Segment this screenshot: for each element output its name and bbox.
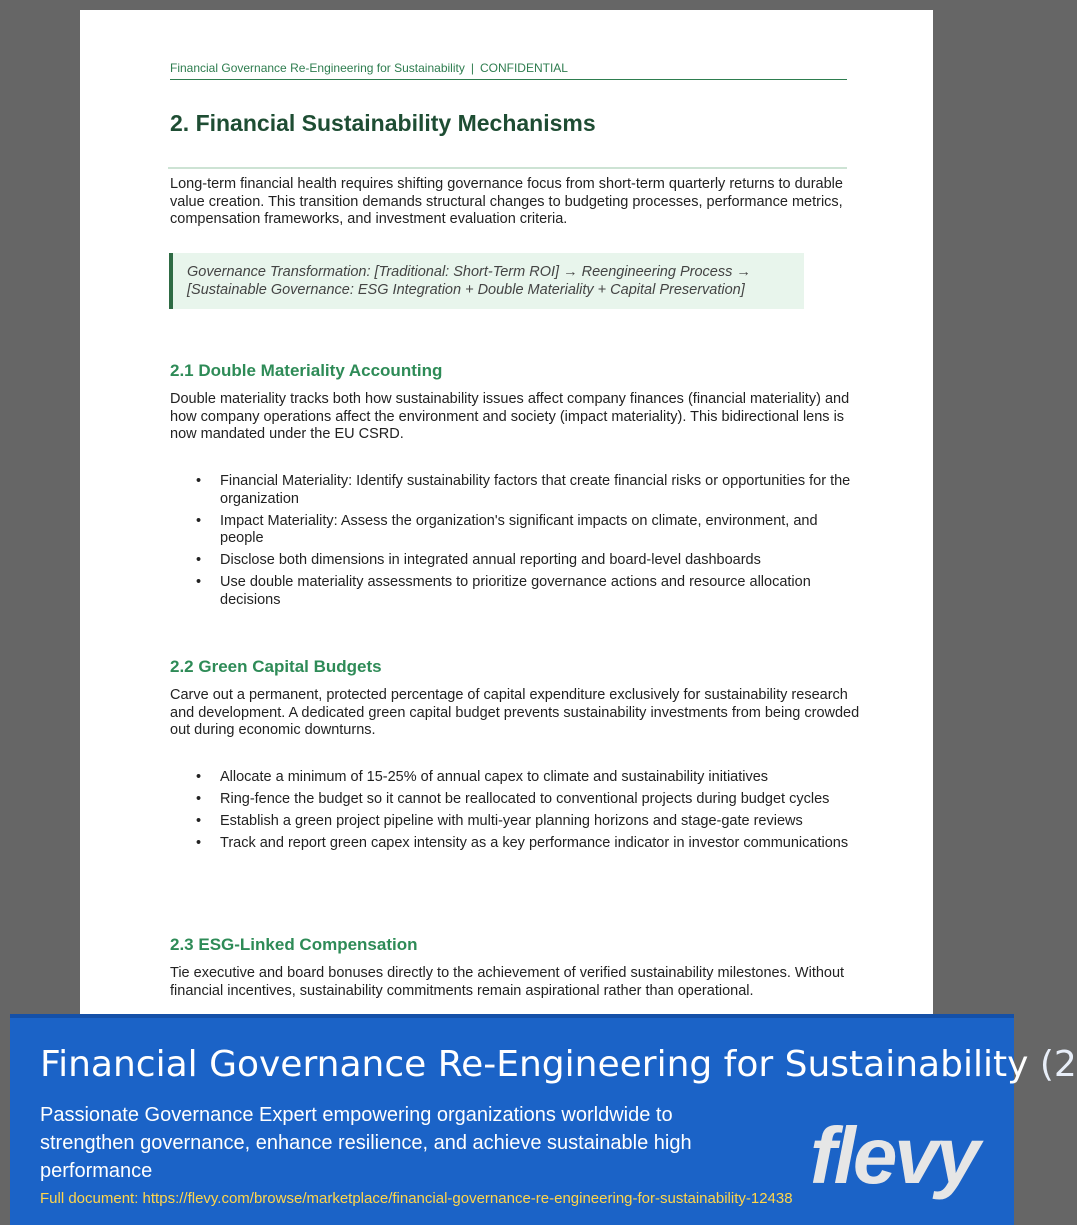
title-divider bbox=[168, 167, 847, 169]
banner-title bbox=[40, 1044, 1077, 1085]
list-item: • Impact Materiality: Assess the organization's significant impacts on climate, environment, and people bbox=[196, 512, 818, 546]
governance-callout: Governance Transformation: [Traditional: Short-Term ROI] → Reengineering Process → [Sustainable Governance: ESG Integration + Double Materiality + Capital Preservation] bbox=[169, 253, 804, 309]
subsection-heading-2-3: 2.3 ESG-Linked Compensation bbox=[170, 935, 418, 954]
bullet-icon: • bbox=[196, 473, 202, 489]
flevy-logo[interactable]: flevy bbox=[810, 1111, 978, 1200]
bullet-icon: • bbox=[196, 512, 202, 529]
header-separator: | bbox=[470, 61, 474, 75]
list-item: • Allocate a minimum of 15-25% of annual capex to climate and sustainability initiatives bbox=[196, 769, 769, 785]
banner-title-text: Financial Governance Re-Engineering for Sustainability bbox=[40, 1044, 1029, 1085]
bullet-list-2-1 bbox=[196, 473, 856, 614]
header-confidential: CONFIDENTIAL bbox=[479, 61, 568, 75]
full-document-link[interactable]: Full document: https://flevy.com/browse/marketplace/financial-governance-re-engineering-for-sustainability-12438 bbox=[40, 1190, 793, 1207]
subsection-heading-2-2: 2.2 Green Capital Budgets bbox=[170, 657, 382, 676]
banner-description: Passionate Governance Expert empowering organizations worldwide to strengthen governance, enhance resilience, and achieve sustainable high performance bbox=[40, 1104, 692, 1182]
bullet-list-2-2 bbox=[196, 769, 856, 857]
list-item: • Establish a green project pipeline with multi-year planning horizons and stage-gate reviews bbox=[196, 813, 803, 829]
bullet-icon: • bbox=[196, 791, 202, 807]
bullet-icon: • bbox=[196, 769, 202, 785]
subsection-body-2-3: Tie executive and board bonuses directly to the achievement of verified sustainability milestones. Without financial incentives, sustainability commitments remain aspirational rather than operational. bbox=[170, 965, 845, 999]
list-item: • Track and report green capex intensity as a key performance indicator in investor communications bbox=[196, 835, 849, 851]
bullet-icon: • bbox=[196, 835, 202, 851]
header-doc-title: Financial Governance Re-Engineering for Sustainability bbox=[170, 61, 465, 75]
bullet-icon: • bbox=[196, 813, 202, 829]
banner-title-suffix: (2 bbox=[1039, 1044, 1077, 1085]
running-header bbox=[170, 61, 847, 80]
list-item: • Disclose both dimensions in integrated annual reporting and board-level dashboards bbox=[196, 552, 761, 568]
list-item: • Financial Materiality: Identify sustainability factors that create financial risks or opportunities for the organization bbox=[196, 473, 851, 507]
bullet-icon: • bbox=[196, 552, 202, 568]
subsection-body-2-2: Carve out a permanent, protected percentage of capital expenditure exclusively for sustainability research and development. A dedicated green capital budget prevents sustainability investments from being crowded out during economic downturns. bbox=[170, 687, 860, 738]
list-item: • Ring-fence the budget so it cannot be reallocated to conventional projects during budget cycles bbox=[196, 791, 830, 807]
document-page bbox=[80, 10, 933, 1020]
promo-banner bbox=[10, 1014, 1077, 1225]
subsection-heading-2-1: 2.1 Double Materiality Accounting bbox=[170, 361, 443, 380]
subsection-body-2-1: Double materiality tracks both how sustainability issues affect company finances (financial materiality) and how company operations affect the environment and society (impact materiality). This bidirectional lens is now mandated under the EU CSRD. bbox=[170, 391, 850, 442]
intro-paragraph: Long-term financial health requires shifting governance focus from short-term quarterly returns to durable value creation. This transition demands structural changes to budgeting processes, performance metrics, compensation frameworks, and investment evaluation criteria. bbox=[170, 176, 843, 227]
bullet-icon: • bbox=[196, 574, 202, 590]
list-item: • Use double materiality assessments to prioritize governance actions and resource allocation decisions bbox=[196, 574, 811, 608]
section-title: 2. Financial Sustainability Mechanisms bbox=[170, 110, 596, 136]
